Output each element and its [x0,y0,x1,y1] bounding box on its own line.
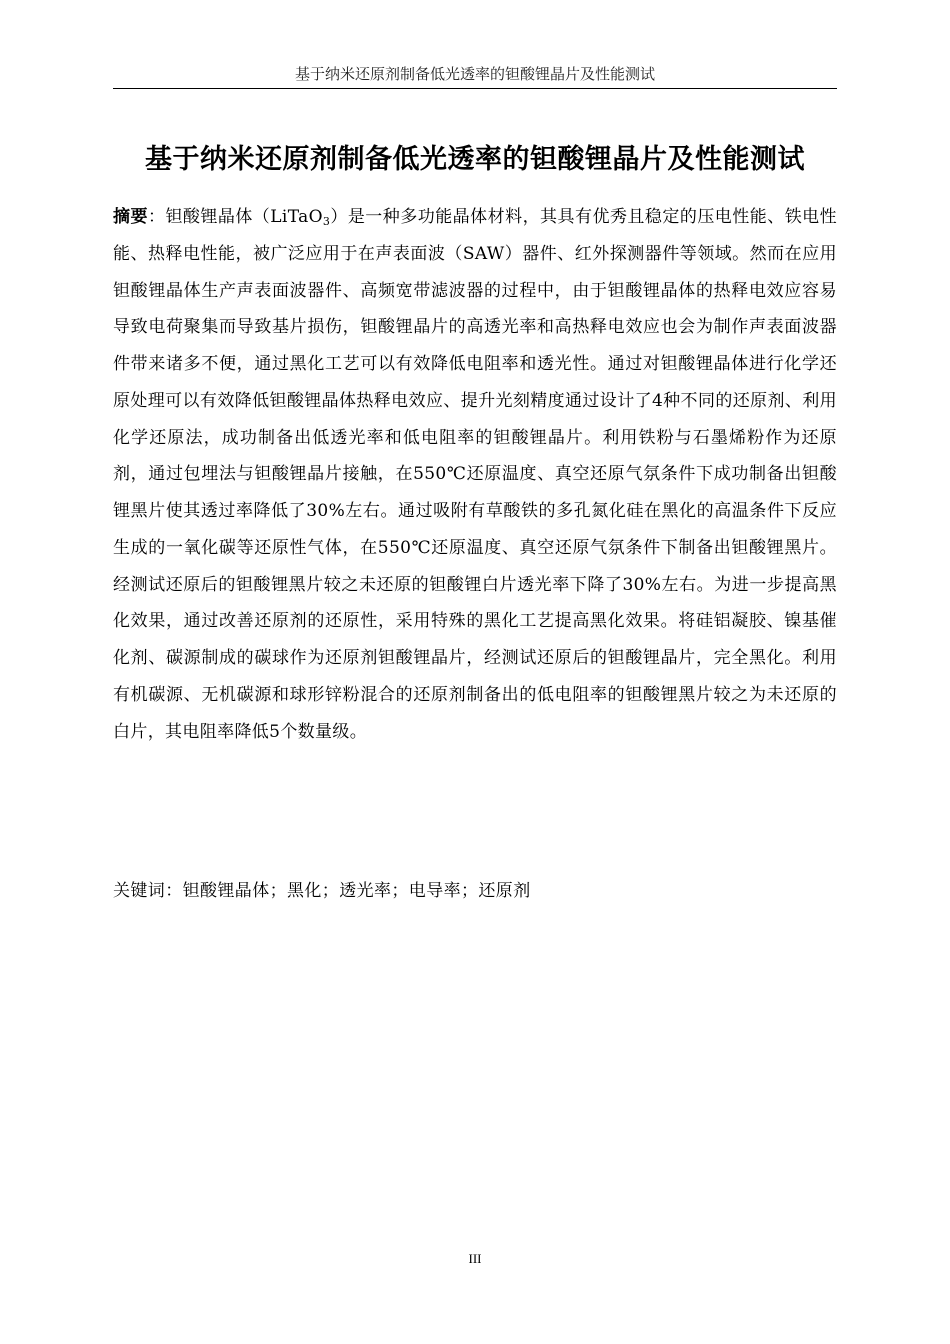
running-header: 基于纳米还原剂制备低光透率的钽酸锂晶片及性能测试 [294,65,655,83]
document-title: 基于纳米还原剂制备低光透率的钽酸锂晶片及性能测试 [145,144,805,175]
abstract-colon: ： [147,207,166,227]
abstract-label: 摘要 [113,207,148,227]
abstract-paragraph [113,199,837,750]
abstract-subscript: 3 [322,215,331,228]
abstract-lead: 钽酸锂晶体（LiTaO [165,207,323,227]
page-number: III [468,1251,482,1266]
keywords-line: 关键词：钽酸锂晶体；黑化；透光率；电导率；还原剂 [113,881,531,901]
header-rule [113,88,837,89]
abstract-body: ）是一种多功能晶体材料，其具有优秀且稳定的压电性能、铁电性能、热释电性能，被广泛应用于在声表面波（SAW）器件、红外探测器件等领域。然而在应用钽酸锂晶体生产声表面波器件、高频宽带滤波器的过程中，由于钽酸锂晶体的热释电效应容易导致电荷聚集而导致基片损伤，钽酸锂晶片的高透光率和高热释电效应也会为制作声表面波器件带来诸多不便，通过黑化工艺可以有效降低电阻率和透光性。通过对钽酸锂晶体进行化学还原处理可以有效降低钽酸锂晶体热释电效应、提升光刻精度通过设计了4种不同的还原剂、利用化学还原法，成功制备出低透光率和低电阻率的钽酸锂晶片。利用铁粉与石墨烯粉作为还原剂，通过包埋法与钽酸锂晶片接触，在550℃还原温度、真空还原气氛条件下成功制备出钽酸锂黑片使其透过率降低了30%左右。通过吸附有草酸铁的多孔氮化硅在黑化的高温条件下反应生成的一氧化碳等还原性气体，在550℃还原温度、真空还原气氛条件下制备出钽酸锂黑片。经测试还原后的钽酸锂黑片较之未还原的钽酸锂白片透光率下降了30%左右。为进一步提高黑化效果，通过改善还原剂的还原性，采用特殊的黑化工艺提高黑化效果。将硅铝凝胶、镍基催化剂、碳源制成的碳球作为还原剂钽酸锂晶片，经测试还原后的钽酸锂晶片，完全黑化。利用有机碳源、无机碳源和球形锌粉混合的还原剂制备出的低电阻率的钽酸锂黑片较之为未还原的白片，其电阻率降低5个数量级。 [113,207,837,742]
